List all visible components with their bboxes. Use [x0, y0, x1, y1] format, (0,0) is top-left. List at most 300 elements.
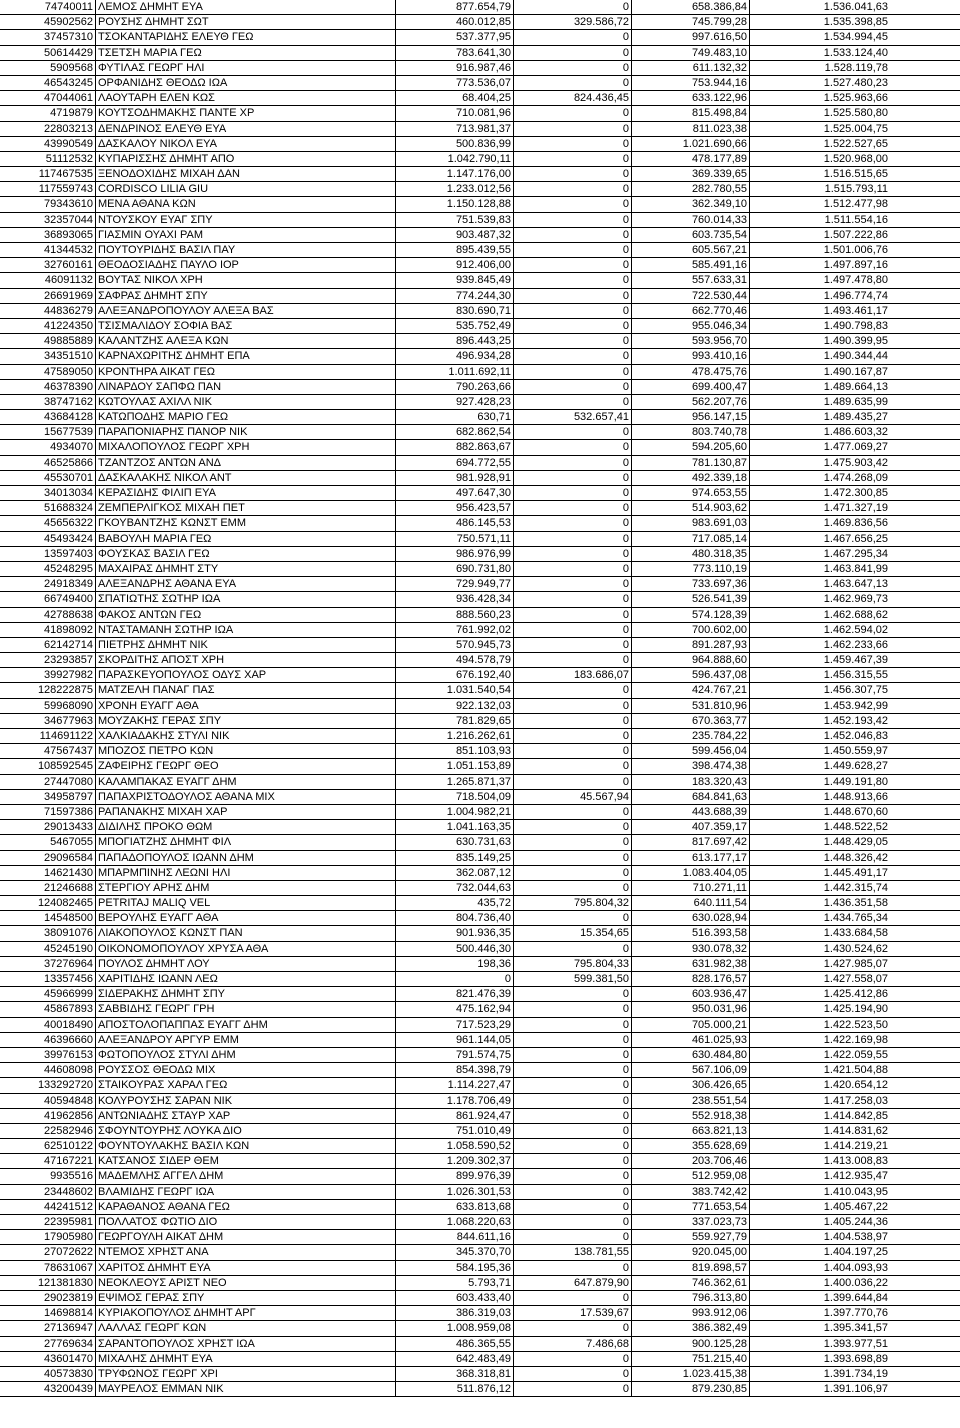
table-row — [0, 957, 960, 972]
amount-c-cell: 760.014,33 — [632, 213, 750, 227]
amount-b-cell: 0 — [514, 228, 632, 242]
table-row — [0, 122, 960, 137]
name-cell: ΖΑΦΕΙΡΗΣ ΓΕΩΡΓ ΘΕΟ — [96, 759, 396, 773]
total-cell: 1.404.093,93 — [823, 1261, 888, 1274]
total-cell: 1.522.527,65 — [823, 137, 888, 150]
id-cell: 41962856 — [0, 1109, 96, 1123]
id-cell: 45867893 — [0, 1002, 96, 1016]
total-cell: 1.467.656,25 — [823, 532, 888, 545]
amount-c-cell: 751.215,40 — [632, 1352, 750, 1366]
amount-c-cell: 771.653,54 — [632, 1200, 750, 1214]
id-cell: 38747162 — [0, 395, 96, 409]
amount-b-cell: 0 — [514, 30, 632, 44]
name-cell: ΜΙΧΑΛΗΣ ΔΗΜΗΤ ΕΥΑ — [96, 1352, 396, 1366]
name-cell: ΡΟΥΣΣΟΣ ΘΕΟΔΩ ΜΙΧ — [96, 1063, 396, 1077]
amount-c-cell: 603.735,54 — [632, 228, 750, 242]
amount-c-cell: 630.484,80 — [632, 1048, 750, 1062]
id-cell: 22803213 — [0, 122, 96, 136]
table-row — [0, 334, 960, 349]
amount-c-cell: 700.602,00 — [632, 623, 750, 637]
id-cell: 34013034 — [0, 486, 96, 500]
total-cell: 1.404.538,97 — [823, 1231, 888, 1244]
amount-a-cell: 888.560,23 — [396, 608, 514, 622]
table-row — [0, 851, 960, 866]
amount-c-cell: 733.697,36 — [632, 577, 750, 591]
total-cell: 1.453.942,99 — [823, 699, 888, 712]
id-cell: 43684128 — [0, 410, 96, 424]
total-cell: 1.450.559,97 — [823, 745, 888, 758]
id-cell: 32357044 — [0, 213, 96, 227]
total-cell: 1.449.191,80 — [823, 775, 888, 788]
amount-b-cell: 0 — [514, 46, 632, 60]
total-cell: 1.489.635,99 — [823, 395, 888, 408]
amount-b-cell: 0 — [514, 592, 632, 606]
id-cell: 26691969 — [0, 289, 96, 303]
table-row — [0, 1154, 960, 1169]
amount-a-cell: 570.945,73 — [396, 638, 514, 652]
total-cell: 1.533.124,40 — [823, 46, 888, 59]
amount-a-cell: 791.574,75 — [396, 1048, 514, 1062]
id-cell: 13357456 — [0, 972, 96, 986]
amount-b-cell: 329.586,72 — [514, 15, 632, 29]
amount-a-cell: 1.031.540,54 — [396, 683, 514, 697]
amount-b-cell: 0 — [514, 365, 632, 379]
table-row — [0, 516, 960, 531]
amount-c-cell: 699.400,47 — [632, 380, 750, 394]
amount-c-cell: 492.339,18 — [632, 471, 750, 485]
id-cell: 14621430 — [0, 866, 96, 880]
amount-c-cell: 593.956,70 — [632, 334, 750, 348]
name-cell: CORDISCO LILIA GIU — [96, 182, 396, 196]
name-cell: ΚΥΡΙΑΚΟΠΟΥΛΟΣ ΔΗΜΗΤ ΑΡΓ — [96, 1306, 396, 1320]
amount-a-cell: 903.487,32 — [396, 228, 514, 242]
amount-b-cell: 138.781,55 — [514, 1245, 632, 1259]
amount-a-cell: 895.439,55 — [396, 243, 514, 257]
amount-c-cell: 950.031,96 — [632, 1002, 750, 1016]
amount-c-cell: 574.128,39 — [632, 608, 750, 622]
total-cell: 1.395.341,57 — [823, 1322, 888, 1335]
total-cell: 1.515.793,11 — [824, 183, 888, 196]
amount-c-cell: 955.046,34 — [632, 319, 750, 333]
name-cell: ΣΑΦΡΑΣ ΔΗΜΗΤ ΣΠΥ — [96, 289, 396, 303]
amount-c-cell: 956.147,15 — [632, 410, 750, 424]
amount-a-cell: 1.051.153,89 — [396, 759, 514, 773]
name-cell: ΜΑΔΕΜΛΗΣ ΑΓΓΕΛ ΔΗΜ — [96, 1169, 396, 1183]
table-row — [0, 501, 960, 516]
amount-c-cell: 753.944,16 — [632, 76, 750, 90]
amount-c-cell: 386.382,49 — [632, 1321, 750, 1335]
name-cell: ΛΙΑΚΟΠΟΥΛΟΣ ΚΩΝΣΤ ΠΑΝ — [96, 926, 396, 940]
total-cell: 1.420.654,12 — [823, 1079, 888, 1092]
amount-b-cell: 0 — [514, 1185, 632, 1199]
total-cell: 1.393.977,51 — [823, 1337, 888, 1350]
total-cell: 1.434.765,34 — [823, 912, 888, 925]
amount-c-cell: 993.410,16 — [632, 349, 750, 363]
table-row — [0, 714, 960, 729]
amount-b-cell: 0 — [514, 258, 632, 272]
amount-a-cell: 5.793,71 — [396, 1276, 514, 1290]
amount-c-cell: 480.318,35 — [632, 547, 750, 561]
id-cell: 45245190 — [0, 942, 96, 956]
amount-c-cell: 817.697,42 — [632, 835, 750, 849]
name-cell: ΚΑΡΑΘΑΝΟΣ ΑΘΑΝΑ ΓΕΩ — [96, 1200, 396, 1214]
name-cell: ΟΙΚΟΝΟΜΟΠΟΥΛΟΥ ΧΡΥΣΑ ΑΘΑ — [96, 942, 396, 956]
amount-b-cell: 0 — [514, 987, 632, 1001]
total-cell: 1.490.399,95 — [823, 335, 888, 348]
amount-a-cell: 494.578,79 — [396, 653, 514, 667]
total-cell: 1.497.897,16 — [823, 259, 888, 272]
amount-a-cell: 633.813,68 — [396, 1200, 514, 1214]
id-cell: 41224350 — [0, 319, 96, 333]
name-cell: ΠΑΠΑΔΟΠΟΥΛΟΣ ΙΩΑΝΝ ΔΗΜ — [96, 851, 396, 865]
name-cell: ΖΕΜΠΕΡΛΙΓΚΟΣ ΜΙΧΑΗ ΠΕΤ — [96, 501, 396, 515]
amount-b-cell: 0 — [514, 1261, 632, 1275]
amount-a-cell: 717.523,29 — [396, 1018, 514, 1032]
total-cell: 1.471.327,19 — [823, 502, 888, 515]
total-cell: 1.414.831,62 — [823, 1124, 888, 1137]
amount-c-cell: 964.888,60 — [632, 653, 750, 667]
total-cell: 1.442.315,74 — [823, 881, 888, 894]
id-cell: 5467055 — [0, 835, 96, 849]
id-cell: 29096584 — [0, 851, 96, 865]
amount-c-cell: 567.106,09 — [632, 1063, 750, 1077]
id-cell: 5909568 — [0, 61, 96, 75]
total-cell: 1.445.491,17 — [823, 866, 888, 879]
table-row — [0, 0, 960, 15]
total-cell: 1.534.994,45 — [823, 31, 888, 44]
table-row — [0, 167, 960, 182]
amount-b-cell: 0 — [514, 1033, 632, 1047]
amount-c-cell: 203.706,46 — [632, 1154, 750, 1168]
name-cell: ΚΡΟΝΤΗΡΑ ΑΙΚΑΤ ΓΕΩ — [96, 365, 396, 379]
total-cell: 1.399.644,84 — [823, 1291, 888, 1304]
id-cell: 49885889 — [0, 334, 96, 348]
amount-c-cell: 596.437,08 — [632, 668, 750, 682]
id-cell: 34351510 — [0, 349, 96, 363]
name-cell: ΑΛΕΞΑΝΔΡΗΣ ΑΘΑΝΑ ΕΥΑ — [96, 577, 396, 591]
amount-b-cell: 0 — [514, 683, 632, 697]
table-row — [0, 1245, 960, 1260]
amount-b-cell: 45.567,94 — [514, 790, 632, 804]
total-cell: 1.467.295,34 — [823, 547, 888, 560]
amount-c-cell: 983.691,03 — [632, 516, 750, 530]
name-cell: ΚΑΛΑΜΠΑΚΑΣ ΕΥΑΓΓ ΔΗΜ — [96, 775, 396, 789]
amount-b-cell: 0 — [514, 1200, 632, 1214]
name-cell: ΣΤΑΙΚΟΥΡΑΣ ΧΑΡΑΛ ΓΕΩ — [96, 1078, 396, 1092]
amount-a-cell: 751.539,83 — [396, 213, 514, 227]
total-cell: 1.463.841,99 — [823, 562, 888, 575]
amount-a-cell: 1.042.790,11 — [396, 152, 514, 166]
total-cell: 1.472.300,85 — [823, 487, 888, 499]
amount-b-cell: 0 — [514, 456, 632, 470]
amount-c-cell: 383.742,42 — [632, 1185, 750, 1199]
table-row — [0, 258, 960, 273]
amount-a-cell: 1.265.871,37 — [396, 775, 514, 789]
name-cell: ΧΑΛΚΙΑΔΑΚΗΣ ΣΤΥΛΙ ΝΙΚ — [96, 729, 396, 743]
id-cell: 108592545 — [0, 759, 96, 773]
total-cell: 1.501.006,76 — [823, 244, 888, 256]
total-cell: 1.448.670,60 — [823, 805, 888, 818]
amount-a-cell: 844.611,16 — [396, 1230, 514, 1244]
id-cell: 44241512 — [0, 1200, 96, 1214]
name-cell: ΔΑΣΚΑΛΟΥ ΝΙΚΟΛ ΕΥΑ — [96, 137, 396, 151]
amount-b-cell: 0 — [514, 1291, 632, 1305]
name-cell: ΒΕΡΟΥΛΗΣ ΕΥΑΓΓ ΑΘΑ — [96, 911, 396, 925]
amount-a-cell: 345.370,70 — [396, 1245, 514, 1259]
amount-b-cell: 0 — [514, 562, 632, 576]
amount-a-cell: 497.647,30 — [396, 486, 514, 500]
amount-c-cell: 930.078,32 — [632, 942, 750, 956]
amount-c-cell: 512.959,08 — [632, 1169, 750, 1183]
total-cell: 1.430.524,62 — [823, 942, 888, 955]
amount-b-cell: 0 — [514, 137, 632, 151]
table-row — [0, 1033, 960, 1048]
total-cell: 1.412.935,47 — [823, 1170, 888, 1183]
amount-c-cell: 630.028,94 — [632, 911, 750, 925]
amount-c-cell: 282.780,55 — [632, 182, 750, 196]
amount-b-cell: 0 — [514, 106, 632, 120]
name-cell: ΚΟΛΥΡΟΥΣΗΣ ΣΑΡΑΝ ΝΙΚ — [96, 1094, 396, 1108]
amount-a-cell: 912.406,00 — [396, 258, 514, 272]
amount-a-cell: 961.144,05 — [396, 1033, 514, 1047]
id-cell: 46525866 — [0, 456, 96, 470]
id-cell: 39976153 — [0, 1048, 96, 1062]
amount-a-cell: 537.377,95 — [396, 30, 514, 44]
name-cell: ΦΟΥΝΤΟΥΛΑΚΗΣ ΒΑΣΙΛ ΚΩΝ — [96, 1139, 396, 1153]
total-cell: 1.486.603,32 — [823, 426, 888, 439]
total-cell: 1.496.774,74 — [823, 289, 888, 302]
amount-c-cell: 684.841,63 — [632, 790, 750, 804]
table-row — [0, 61, 960, 76]
table-row — [0, 1063, 960, 1078]
amount-b-cell: 0 — [514, 623, 632, 637]
total-cell: 1.422.169,98 — [823, 1033, 888, 1046]
table-row — [0, 15, 960, 30]
name-cell: ΝΤΑΣΤΑΜΑΝΗ ΣΩΤΗΡ ΙΩΑ — [96, 623, 396, 637]
table-row — [0, 547, 960, 562]
amount-a-cell: 1.114.227,47 — [396, 1078, 514, 1092]
amount-b-cell: 0 — [514, 486, 632, 500]
name-cell: ΠΟΛΛΑΤΟΣ ΦΩΤΙΟ ΔΙΟ — [96, 1215, 396, 1229]
total-cell: 1.462.233,66 — [823, 638, 888, 651]
id-cell: 43990549 — [0, 137, 96, 151]
id-cell: 41898092 — [0, 623, 96, 637]
id-cell: 40018490 — [0, 1018, 96, 1032]
amount-b-cell: 0 — [514, 1169, 632, 1183]
table-row — [0, 46, 960, 61]
amount-c-cell: 746.362,61 — [632, 1276, 750, 1290]
id-cell: 45248295 — [0, 562, 96, 576]
amount-b-cell: 0 — [514, 866, 632, 880]
name-cell: ΜΠΑΡΜΠΙΝΗΣ ΛΕΩΝΙ ΗΛΙ — [96, 866, 396, 880]
total-cell: 1.456.307,75 — [823, 684, 888, 697]
name-cell: ΔΕΝΔΡΙΝΟΣ ΕΛΕΥΘ ΕΥΑ — [96, 122, 396, 136]
total-cell: 1.400.036,22 — [823, 1276, 888, 1289]
amount-c-cell: 355.628,69 — [632, 1139, 750, 1153]
amount-c-cell: 407.359,17 — [632, 820, 750, 834]
table-row — [0, 683, 960, 698]
table-row — [0, 1185, 960, 1200]
name-cell: ΤΣΕΤΣΗ ΜΑΡΙΑ ΓΕΩ — [96, 46, 396, 60]
id-cell: 79343610 — [0, 197, 96, 211]
total-cell: 1.490.344,44 — [823, 350, 888, 363]
amount-c-cell: 552.918,38 — [632, 1109, 750, 1123]
name-cell: ΠΑΠΑΧΡΙΣΤΟΔΟΥΛΟΣ ΑΘΑΝΑ ΜΙΧ — [96, 790, 396, 804]
total-cell: 1.448.326,42 — [823, 851, 888, 864]
total-cell: 1.489.435,27 — [823, 411, 888, 424]
name-cell: ΕΨΙΜΟΣ ΓΕΡΑΣ ΣΠΥ — [96, 1291, 396, 1305]
table-row — [0, 197, 960, 212]
amount-a-cell: 896.443,25 — [396, 334, 514, 348]
amount-a-cell: 386.319,03 — [396, 1306, 514, 1320]
table-row — [0, 911, 960, 926]
name-cell: ΜΑΥΡΕΛΟΣ ΕΜΜΑΝ ΝΙΚ — [96, 1382, 396, 1396]
amount-a-cell: 851.103,93 — [396, 744, 514, 758]
table-row — [0, 1261, 960, 1276]
name-cell: ΜΑΧΑΙΡΑΣ ΔΗΜΗΤ ΣΤΥ — [96, 562, 396, 576]
table-row — [0, 1230, 960, 1245]
name-cell: ΔΙΔΙΛΗΣ ΠΡΟΚΟ ΘΩΜ — [96, 820, 396, 834]
id-cell: 43601470 — [0, 1352, 96, 1366]
name-cell: ΠΑΡΑΣΚΕΥΟΠΟΥΛΟΣ ΟΔΥΣ ΧΑΡ — [96, 668, 396, 682]
amount-b-cell: 795.804,32 — [514, 896, 632, 910]
amount-c-cell: 611.132,32 — [632, 61, 750, 75]
id-cell: 66749400 — [0, 592, 96, 606]
name-cell: ΓΙΑΣΜΙΝ ΟΥΑΧΙ ΡΑΜ — [96, 228, 396, 242]
amount-a-cell: 981.928,91 — [396, 471, 514, 485]
amount-c-cell: 993.912,06 — [632, 1306, 750, 1320]
id-cell: 47589050 — [0, 365, 96, 379]
amount-c-cell: 514.903,62 — [632, 501, 750, 515]
table-row — [0, 881, 960, 896]
table-row — [0, 106, 960, 121]
id-cell: 27769634 — [0, 1337, 96, 1351]
name-cell: ΣΠΑΤΙΩΤΗΣ ΣΩΤΗΡ ΙΩΑ — [96, 592, 396, 606]
name-cell: ΣΑΡΑΝΤΟΠΟΥΛΟΣ ΧΡΗΣΤ ΙΩΑ — [96, 1337, 396, 1351]
amount-a-cell: 750.571,11 — [396, 532, 514, 546]
total-cell: 1.477.069,27 — [823, 441, 888, 454]
amount-b-cell: 0 — [514, 122, 632, 136]
table-row — [0, 668, 960, 683]
table-row — [0, 471, 960, 486]
amount-c-cell: 749.483,10 — [632, 46, 750, 60]
amount-a-cell: 877.654,79 — [396, 0, 514, 14]
amount-b-cell: 0 — [514, 182, 632, 196]
table-row — [0, 623, 960, 638]
name-cell: ΛΑΟΥΤΑΡΗ ΕΛΕΝ ΚΩΣ — [96, 91, 396, 105]
id-cell: 62142714 — [0, 638, 96, 652]
table-row — [0, 1048, 960, 1063]
amount-c-cell: 662.770,46 — [632, 304, 750, 318]
amount-b-cell: 0 — [514, 1154, 632, 1168]
amount-c-cell: 974.653,55 — [632, 486, 750, 500]
name-cell: ΑΠΟΣΤΟΛΟΠΑΠΠΑΣ ΕΥΑΓΓ ΔΗΜ — [96, 1018, 396, 1032]
total-cell: 1.475.903,42 — [823, 456, 888, 469]
amount-b-cell: 0 — [514, 1382, 632, 1396]
total-cell: 1.525.580,80 — [823, 107, 888, 120]
name-cell: ΜΙΧΑΛΟΠΟΥΛΟΣ ΓΕΩΡΓ ΧΡΗ — [96, 440, 396, 454]
amount-c-cell: 594.205,60 — [632, 440, 750, 454]
amount-b-cell: 0 — [514, 440, 632, 454]
table-row — [0, 395, 960, 410]
name-cell: ΤΖΑΝΤΖΟΣ ΑΝΤΩΝ ΑΝΔ — [96, 456, 396, 470]
total-cell: 1.462.969,73 — [823, 593, 888, 606]
amount-a-cell: 936.428,34 — [396, 592, 514, 606]
id-cell: 27136947 — [0, 1321, 96, 1335]
amount-a-cell: 761.992,02 — [396, 623, 514, 637]
amount-a-cell: 1.233.012,56 — [396, 182, 514, 196]
amount-b-cell: 0 — [514, 942, 632, 956]
amount-b-cell: 0 — [514, 1063, 632, 1077]
table-row — [0, 972, 960, 987]
amount-c-cell: 557.633,31 — [632, 273, 750, 287]
amount-b-cell: 0 — [514, 1230, 632, 1244]
total-cell: 1.427.558,07 — [823, 973, 888, 985]
table-row — [0, 987, 960, 1002]
amount-b-cell: 0 — [514, 729, 632, 743]
name-cell: ΚΑΤΩΠΟΔΗΣ ΜΑΡΙΟ ΓΕΩ — [96, 410, 396, 424]
id-cell: 37276964 — [0, 957, 96, 971]
name-cell: ΚΑΡΝΑΧΩΡΙΤΗΣ ΔΗΜΗΤ ΕΠΑ — [96, 349, 396, 363]
total-cell: 1.448.522,52 — [823, 821, 888, 834]
amount-b-cell: 0 — [514, 881, 632, 895]
table-row — [0, 349, 960, 364]
amount-b-cell: 0 — [514, 516, 632, 530]
table-row — [0, 289, 960, 304]
amount-a-cell: 830.690,71 — [396, 304, 514, 318]
id-cell: 4934070 — [0, 440, 96, 454]
id-cell: 41344532 — [0, 243, 96, 257]
amount-c-cell: 658.386,84 — [632, 0, 750, 14]
name-cell: ΣΤΕΡΓΙΟΥ ΑΡΗΣ ΔΗΜ — [96, 881, 396, 895]
id-cell: 14548500 — [0, 911, 96, 925]
name-cell: ΚΥΠΑΡΙΣΣΗΣ ΔΗΜΗΤ ΑΠΟ — [96, 152, 396, 166]
name-cell: ΝΤΟΥΣΚΟΥ ΕΥΑΓ ΣΠΥ — [96, 213, 396, 227]
name-cell: ΧΑΡΙΤΙΔΗΣ ΙΩΑΝΝ ΛΕΩ — [96, 972, 396, 986]
id-cell: 40573830 — [0, 1367, 96, 1381]
amount-a-cell: 899.976,39 — [396, 1169, 514, 1183]
total-cell: 1.433.684,58 — [823, 927, 888, 940]
table-row — [0, 638, 960, 653]
table-row — [0, 608, 960, 623]
id-cell: 45530701 — [0, 471, 96, 485]
table-row — [0, 1367, 960, 1382]
total-cell: 1.391.734,19 — [823, 1367, 888, 1380]
amount-a-cell: 1.041.163,35 — [396, 820, 514, 834]
amount-b-cell: 183.686,07 — [514, 668, 632, 682]
table-row — [0, 1306, 960, 1321]
amount-b-cell: 647.879,90 — [514, 1276, 632, 1290]
total-cell: 1.474.268,09 — [823, 471, 888, 484]
id-cell: 23293857 — [0, 653, 96, 667]
amount-c-cell: 819.898,57 — [632, 1261, 750, 1275]
amount-c-cell: 183.320,43 — [632, 775, 750, 789]
total-cell: 1.463.647,13 — [823, 578, 888, 591]
amount-a-cell: 475.162,94 — [396, 1002, 514, 1016]
table-row — [0, 76, 960, 91]
amount-a-cell: 882.863,67 — [396, 440, 514, 454]
table-row — [0, 1109, 960, 1124]
id-cell: 17905980 — [0, 1230, 96, 1244]
id-cell: 124082465 — [0, 896, 96, 910]
amount-c-cell: 562.207,76 — [632, 395, 750, 409]
amount-b-cell: 7.486,68 — [514, 1337, 632, 1351]
amount-c-cell: 997.616,50 — [632, 30, 750, 44]
total-cell: 1.421.504,88 — [823, 1064, 888, 1077]
table-row — [0, 532, 960, 547]
amount-c-cell: 900.125,28 — [632, 1337, 750, 1351]
total-cell: 1.393.698,89 — [823, 1352, 888, 1365]
